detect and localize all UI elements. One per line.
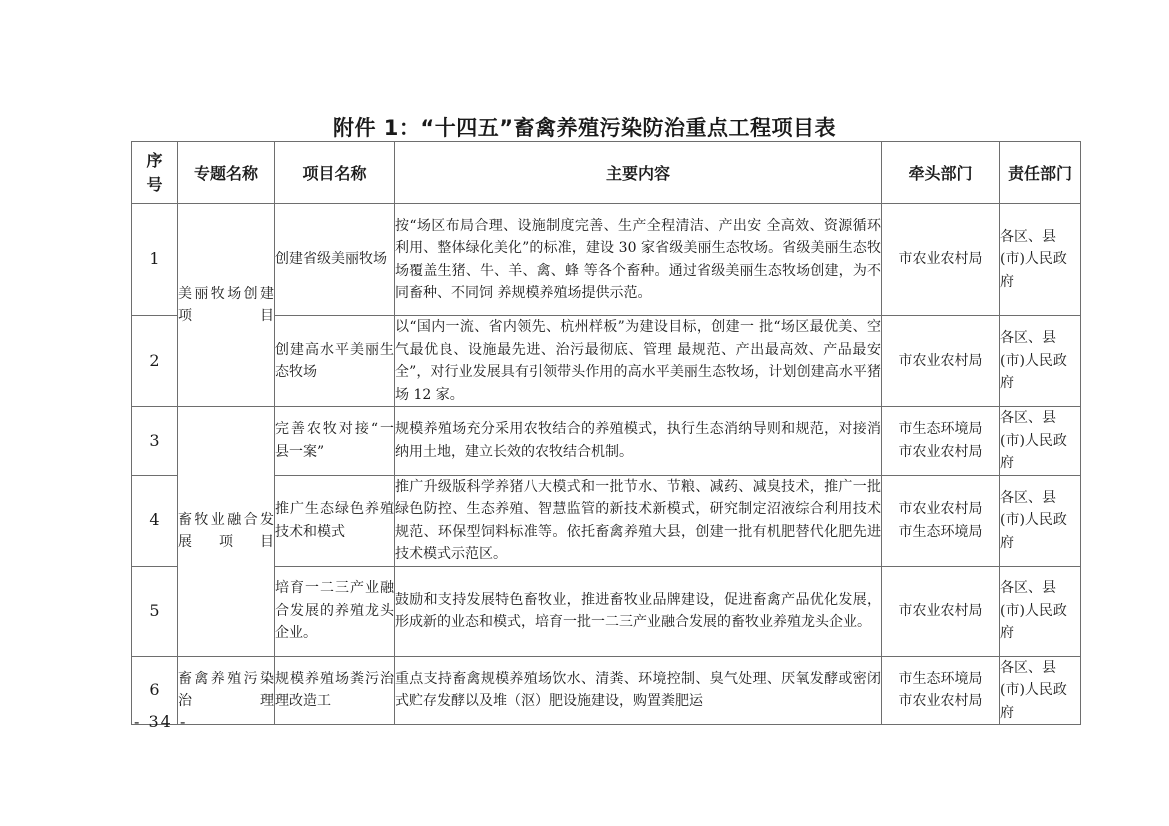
main-content: 以“国内一流、省内领先、杭州样板”为建设目标，创建一 批“场区最优美、空气最优良、设施最先进、治污最彻底、管理 最规范、产出最高效、产品最安全”，对行业发展具有引领带头作用的高水平美丽生态牧场，计划创建高水平猪场 12 家。 [395,316,882,407]
responsible-department: 各区、县(市)人民政府 [1000,475,1081,566]
table-row [132,204,1081,316]
project-name: 培育一二三产业融合发展的养殖龙头企业。 [275,566,395,656]
responsible-department: 各区、县(市)人民政府 [1000,316,1081,407]
main-content: 鼓励和支持发展特色畜牧业，推进畜牧业品牌建设，促进畜禽产品优化发展，形成新的业态和模式，培育一批一二三产业融合发展的畜牧业养殖龙头企业。 [395,566,882,656]
page-title: 附件 1：“十四五”畜禽养殖污染防治重点工程项目表 [332,116,837,140]
row-seq: 1 [132,204,178,316]
table-header-row [132,142,1081,204]
topic-cell: 畜禽养殖污染治理 [178,656,275,725]
lead-department: 市生态环境局 市农业农村局 [882,407,1000,476]
projects-table [131,141,1081,725]
header-lead: 牵头部门 [882,142,1000,204]
topic-cell: 畜牧业融合发展项目 [178,407,275,657]
main-content: 规模养殖场充分采用农牧结合的养殖模式，执行生态消纳导则和规范，对接消纳用土地，建立长效的农牧结合机制。 [395,407,882,476]
lead-department: 市生态环境局 市农业农村局 [882,656,1000,725]
responsible-department: 各区、县(市)人民政府 [1000,566,1081,656]
responsible-department: 各区、县(市)人民政府 [1000,204,1081,316]
project-name: 规模养殖场粪污治理改造工 [275,656,395,725]
responsible-department: 各区、县(市)人民政府 [1000,407,1081,476]
header-seq: 序号 [132,142,178,204]
topic-cell: 美丽牧场创建项目 [178,204,275,407]
header-resp: 责任部门 [1000,142,1081,204]
responsible-department: 各区、县(市)人民政府 [1000,656,1081,725]
project-name: 完善农牧对接“一县一案” [275,407,395,476]
header-project: 项目名称 [275,142,395,204]
main-content: 按“场区布局合理、设施制度完善、生产全程清洁、产出安 全高效、资源循环利用、整体绿化美化”的标准，建设 30 家省级美丽生态牧场。省级美丽生态牧场覆盖生猪、牛、羊、禽、蜂 等各个畜种。通过省级美丽生态牧场创建，为不同畜种、不同饲 养规模养殖场提供示范。 [395,204,882,316]
row-seq: 4 [132,475,178,566]
header-content: 主要内容 [395,142,882,204]
table-row [132,656,1081,725]
row-seq: 2 [132,316,178,407]
lead-department: 市农业农村局 市生态环境局 [882,475,1000,566]
page-number: - 34 - [134,712,188,731]
table-row [132,566,1081,656]
project-name: 创建高水平美丽生态牧场 [275,316,395,407]
project-name: 创建省级美丽牧场 [275,204,395,316]
main-content: 重点支持畜禽规模养殖场饮水、清粪、环境控制、臭气处理、厌氧发酵或密闭式贮存发酵以及堆（沤）肥设施建设，购置粪肥运 [395,656,882,725]
project-name: 推广生态绿色养殖技术和模式 [275,475,395,566]
lead-department: 市农业农村局 [882,316,1000,407]
row-seq: 6 [132,656,178,725]
table-row [132,316,1081,407]
table-row [132,407,1081,476]
main-content: 推广升级版科学养猪八大模式和一批节水、节粮、减药、减臭技术，推广一批绿色防控、生态养殖、智慧监管的新技术新模式，研究制定沼液综合利用技术规范、环保型饲料标准等。依托畜禽养殖大县，创建一批有机肥替代化肥先进技术模式示范区。 [395,475,882,566]
lead-department: 市农业农村局 [882,204,1000,316]
header-topic: 专题名称 [178,142,275,204]
row-seq: 5 [132,566,178,656]
lead-department: 市农业农村局 [882,566,1000,656]
row-seq: 3 [132,407,178,476]
